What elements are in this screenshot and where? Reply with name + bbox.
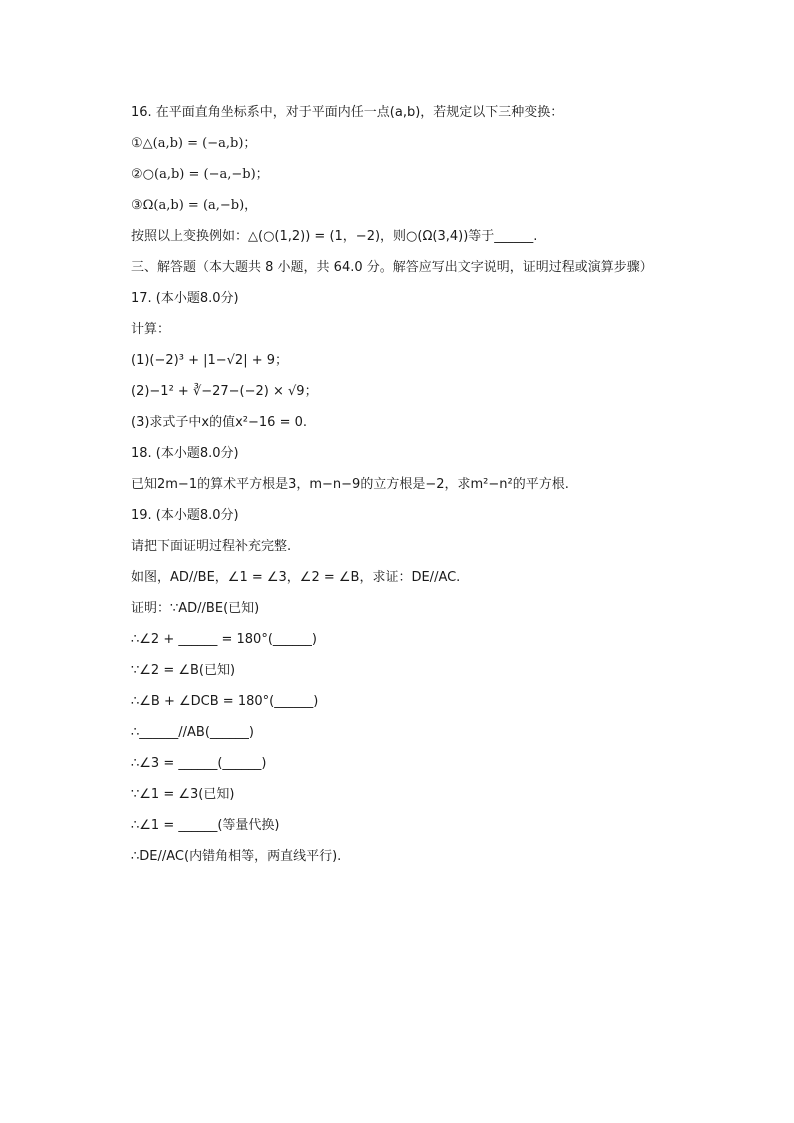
section-heading: 三、解答题（本大题共 8 小题，共 64.0 分。解答应写出文字说明，证明过程或演算步骤）	[131, 260, 653, 275]
q17-item-1: (1)(−2)³ + |1−√2| + 9；	[131, 353, 288, 368]
proof-step-5: ∴______//AB(______)	[131, 725, 254, 740]
proof-step-1: 证明：∵AD//BE(已知)	[131, 601, 260, 616]
q19-given: 如图，AD//BE，∠1 = ∠3，∠2 = ∠B，求证：DE//AC.	[131, 570, 461, 585]
proof-step-3: ∵∠2 = ∠B(已知)	[131, 663, 236, 678]
q17-prompt: 计算：	[131, 322, 171, 337]
proof-step-9: ∴DE//AC(内错角相等，两直线平行).	[131, 849, 342, 864]
proof-step-4: ∴∠B + ∠DCB = 180°(______)	[131, 694, 319, 709]
q16-rule-2: ②○(a,b) = (−a,−b)；	[131, 167, 269, 182]
q19-header: 19. (本小题8.0分)	[131, 508, 239, 523]
q19-prompt: 请把下面证明过程补充完整.	[131, 539, 292, 554]
q17-item-2: (2)−1² + ∛−27−(−2) × √9；	[131, 384, 318, 399]
q18-stem: 已知2m−1的算术平方根是3，m−n−9的立方根是−2，求m²−n²的平方根.	[131, 477, 569, 492]
q16-rule-3: ③Ω(a,b) = (a,−b)，	[131, 198, 258, 213]
q17-item-3: (3)求式子中x的值x²−16 = 0.	[131, 415, 308, 430]
proof-step-6: ∴∠3 = ______(______)	[131, 756, 267, 771]
q17-header: 17. (本小题8.0分)	[131, 291, 239, 306]
proof-step-8: ∴∠1 = ______(等量代换)	[131, 818, 280, 833]
proof-step-7: ∵∠1 = ∠3(已知)	[131, 787, 235, 802]
q16-stem: 16. 在平面直角坐标系中，对于平面内任一点(a,b)，若规定以下三种变换：	[131, 105, 564, 120]
q16-example: 按照以上变换例如：△(○(1,2)) = (1，−2)，则○(Ω(3,4))等于______.	[131, 229, 538, 244]
q18-header: 18. (本小题8.0分)	[131, 446, 239, 461]
proof-step-2: ∴∠2 + ______ = 180°(______)	[131, 632, 317, 647]
q16-rule-1: ①△(a,b) = (−a,b)；	[131, 136, 257, 151]
